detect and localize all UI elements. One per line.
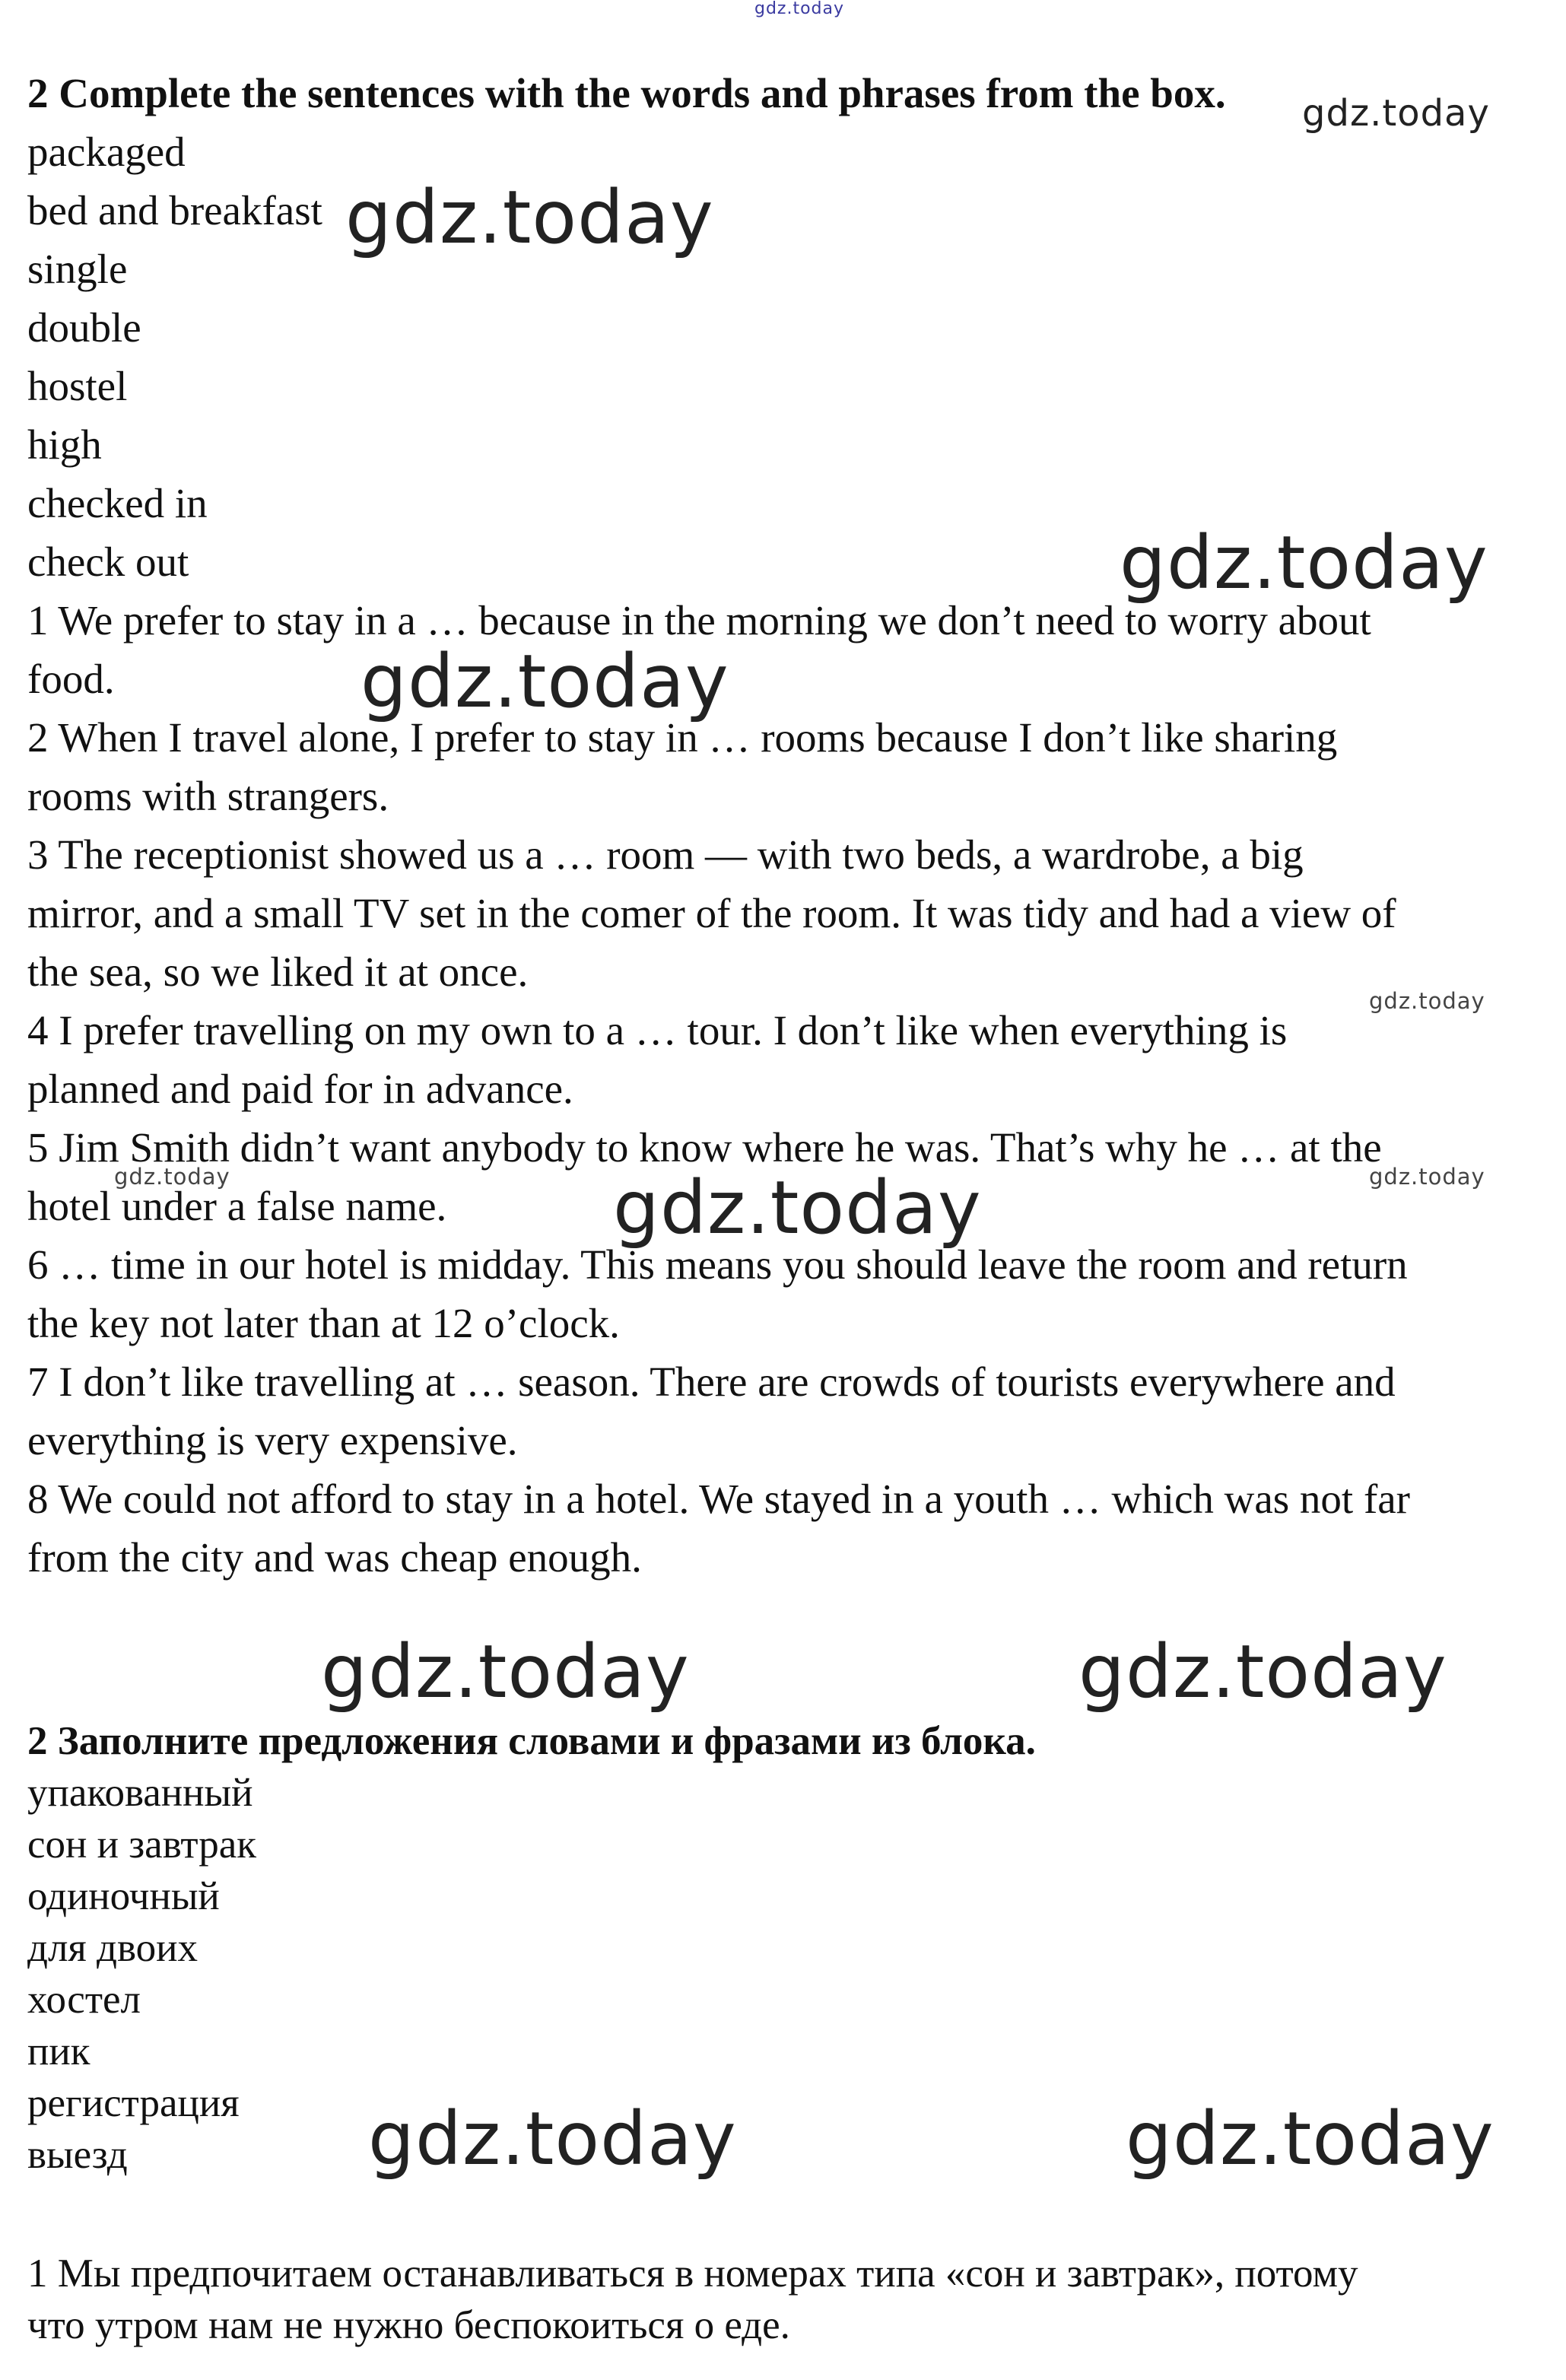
word-box-item: упакованный: [27, 1771, 253, 1815]
sentence-line: the key not later than at 12 o’clock.: [27, 1300, 620, 1346]
watermark: gdz.today: [1369, 1164, 1485, 1190]
watermark: gdz.today: [1302, 92, 1490, 135]
watermark: gdz.today: [114, 1164, 230, 1190]
word-box-item: одиночный: [27, 1874, 220, 1918]
english-heading: 2 Complete the sentences with the words and phrases from the box.: [27, 70, 1226, 116]
watermark: gdz.today: [368, 2096, 737, 2181]
word-box-item: для двоих: [27, 1926, 199, 1970]
word-box-item: регистрация: [27, 2081, 240, 2125]
sentence-line: planned and paid for in advance.: [27, 1066, 573, 1112]
watermark: gdz.today: [1120, 520, 1488, 605]
watermark: gdz.today: [1369, 988, 1485, 1014]
word-box-item: high: [27, 421, 102, 468]
sentence-line: from the city and was cheap enough.: [27, 1534, 642, 1581]
sentence-line: hotel under a false name.: [27, 1183, 447, 1229]
sentence-line: food.: [27, 656, 115, 702]
sentence-line: the sea, so we liked it at once.: [27, 949, 529, 995]
watermark: gdz.today: [1126, 2096, 1495, 2181]
word-box-item: выезд: [27, 2133, 128, 2177]
sentence-line: mirror, and a small TV set in the comer of the room. It was tidy and had a view of: [27, 890, 1396, 936]
word-box-item: check out: [27, 539, 189, 585]
sentence-line: 8 We could not afford to stay in a hotel. We stayed in a youth … which was not far: [27, 1476, 1410, 1522]
word-box-item: сон и завтрак: [27, 1822, 256, 1867]
sentence-line: 2 When I travel alone, I prefer to stay in … rooms because I don’t like sharing: [27, 714, 1338, 761]
word-box-item: bed and breakfast: [27, 187, 322, 234]
watermark: gdz.today: [345, 175, 714, 260]
word-box-item: single: [27, 246, 128, 292]
sentence-line: 3 The receptionist showed us a … room — with two beds, a wardrobe, a big: [27, 831, 1304, 878]
watermark: gdz.today: [613, 1165, 982, 1250]
sentence-line: 1 Мы предпочитаем останавливаться в номерах типа «сон и завтрак», потому: [27, 2251, 1358, 2296]
watermark: gdz.today: [361, 639, 729, 724]
russian-heading: 2 Заполните предложения словами и фразами из блока.: [27, 1719, 1036, 1763]
sentence-line: что утром нам не нужно беспокоиться о еде.: [27, 2303, 790, 2347]
sentence-line: 7 I don’t like travelling at … season. There are crowds of tourists everywhere and: [27, 1358, 1396, 1405]
word-box-item: double: [27, 304, 141, 351]
sentence-line: 4 I prefer travelling on my own to a … tour. I don’t like when everything is: [27, 1007, 1288, 1053]
sentence-line: everything is very expensive.: [27, 1417, 518, 1463]
word-box-item: hostel: [27, 363, 128, 409]
watermark: gdz.today: [321, 1629, 690, 1714]
sentence-line: 1 We prefer to stay in a … because in the morning we don’t need to worry about: [27, 597, 1371, 643]
watermark: gdz.today: [1078, 1629, 1447, 1714]
sentence-line: rooms with strangers.: [27, 773, 389, 819]
sentence-line: 6 … time in our hotel is midday. This means you should leave the room and return: [27, 1241, 1408, 1288]
watermark: gdz.today: [754, 0, 845, 18]
word-box-item: хостел: [27, 1978, 141, 2022]
word-box-item: checked in: [27, 480, 208, 526]
word-box-item: пик: [27, 2029, 91, 2073]
sentence-line: 5 Jim Smith didn’t want anybody to know where he was. That’s why he … at the: [27, 1124, 1382, 1171]
word-box-item: packaged: [27, 129, 186, 175]
